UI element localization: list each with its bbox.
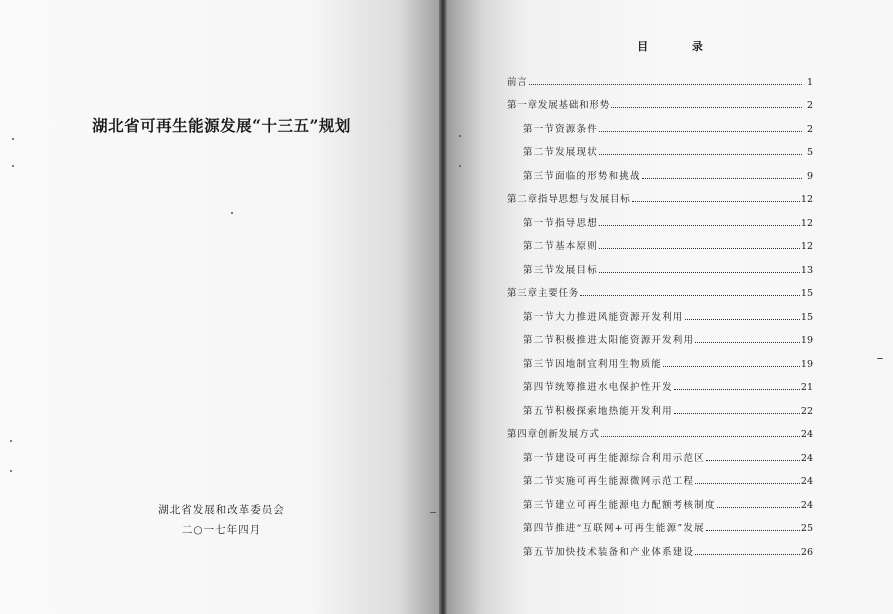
toc-entry-page: 22 [800, 405, 813, 417]
toc-entry-title: 第二节发展现状 [523, 147, 598, 158]
toc-entry-page: 25 [800, 523, 813, 534]
toc-entry-title: 第二节积极推进太阳能资源开发利用 [523, 335, 695, 346]
toc-entry-page: 15 [800, 311, 813, 323]
scan-speck [877, 358, 883, 359]
scan-speck [10, 470, 12, 472]
scan-speck [459, 135, 461, 137]
scan-speck [10, 440, 12, 442]
toc-entry[interactable] [507, 135, 813, 159]
toc-entry-page: 12 [800, 194, 813, 205]
toc-leader-dots [695, 341, 800, 343]
toc-entry-page: 15 [800, 288, 813, 299]
toc-entry[interactable] [507, 370, 813, 394]
toc-entry-title: 第三节发展目标 [523, 264, 598, 276]
toc-entry-page: 1 [806, 76, 813, 88]
toc-entry-title: 第一章发展基础和形势 [507, 100, 611, 111]
toc-entry[interactable] [507, 417, 813, 441]
toc-entry-page: 24 [800, 452, 813, 464]
toc-entry-page: 19 [800, 358, 813, 370]
toc-leader-dots [599, 224, 800, 226]
toc-leader-dots [674, 388, 800, 390]
toc-leader-dots [674, 412, 800, 414]
toc-entry[interactable] [507, 323, 813, 347]
toc-entry[interactable] [507, 205, 813, 229]
toc-entry-title: 前言 [507, 76, 528, 88]
toc-entry-page: 2 [806, 100, 813, 111]
toc-leader-dots [685, 318, 800, 320]
toc-leader-dots [663, 365, 800, 367]
toc-entry-title: 第二章指导思想与发展目标 [507, 194, 631, 205]
toc-entry[interactable] [507, 229, 813, 253]
toc-entry[interactable] [507, 111, 813, 135]
toc-entry-title: 第四章创新发展方式 [507, 429, 600, 440]
right-page [447, 0, 893, 614]
toc-entry[interactable] [507, 487, 813, 511]
toc-leader-dots [611, 106, 802, 108]
toc-leader-dots [599, 130, 802, 132]
issue-date: 二○一七年四月 [181, 524, 262, 536]
document-title: 湖北省可再生能源发展“十三五”规划 [92, 116, 351, 135]
toc-entry-title: 第五节积极探索地热能开发利用 [523, 405, 673, 417]
toc-leader-dots [642, 177, 802, 179]
toc-leader-dots [632, 200, 800, 202]
toc-entry-page: 19 [800, 335, 813, 346]
toc-entry-page: 21 [800, 382, 813, 393]
toc-leader-dots [599, 247, 800, 249]
toc-entry[interactable] [507, 299, 813, 323]
scan-speck [12, 165, 14, 167]
left-page [0, 0, 443, 614]
toc-entry-title: 第一节资源条件 [523, 123, 598, 135]
toc-entry-page: 13 [800, 264, 813, 276]
toc-leader-dots [529, 83, 802, 85]
toc-entry-page: 24 [800, 429, 813, 440]
scan-speck [12, 138, 14, 140]
toc-entry-title: 第二节实施可再生能源微网示范工程 [523, 476, 695, 487]
toc-entry[interactable] [507, 158, 813, 182]
toc-entry[interactable] [507, 511, 813, 535]
scan-speck [430, 512, 436, 513]
toc-entry-page: 24 [800, 476, 813, 487]
toc-leader-dots [695, 482, 800, 484]
toc-entry[interactable] [507, 464, 813, 488]
toc-leader-dots [695, 553, 800, 555]
toc-entry[interactable] [507, 88, 813, 112]
toc-entry-page: 24 [800, 499, 813, 511]
toc-heading: 目 录 [637, 40, 723, 53]
toc-entry-title: 第一节大力推进风能资源开发利用 [523, 311, 684, 323]
scan-speck [459, 165, 461, 167]
toc-entry[interactable] [507, 64, 813, 88]
toc-entry[interactable] [507, 252, 813, 276]
book-gutter [439, 0, 447, 614]
toc-leader-dots [706, 459, 800, 461]
toc-entry-title: 第三节建立可再生能源电力配额考核制度 [523, 499, 716, 511]
toc-entry[interactable] [507, 534, 813, 558]
toc-entry[interactable] [507, 440, 813, 464]
toc-entry-page: 5 [806, 147, 813, 158]
toc-entry[interactable] [507, 182, 813, 206]
toc-leader-dots [599, 153, 802, 155]
toc-entry[interactable] [507, 346, 813, 370]
toc-entry-page: 12 [800, 217, 813, 229]
toc-entry-title: 第一节建设可再生能源综合利用示范区 [523, 452, 705, 464]
toc-entry-title: 第一节指导思想 [523, 217, 598, 229]
toc-entry-page: 12 [800, 241, 813, 252]
toc-leader-dots [717, 506, 800, 508]
toc-entry-title: 第三节面临的形势和挑战 [523, 170, 641, 182]
toc-leader-dots [706, 529, 800, 531]
toc-entry-title: 第四节统筹推进水电保护性开发 [523, 382, 673, 393]
toc-entry[interactable] [507, 393, 813, 417]
scan-speck [231, 212, 233, 214]
toc-entry-title: 第二节基本原则 [523, 241, 598, 252]
toc-entry[interactable] [507, 276, 813, 300]
toc-entry-title: 第三章主要任务 [507, 288, 580, 299]
toc-entry-title: 第四节推进“互联网+可再生能源”发展 [523, 523, 705, 534]
toc-entry-page: 9 [806, 170, 813, 182]
table-of-contents [507, 64, 813, 558]
toc-leader-dots [601, 435, 800, 437]
issuer-name: 湖北省发展和改革委员会 [158, 504, 285, 516]
toc-entry-page: 26 [800, 546, 813, 558]
toc-leader-dots [580, 294, 800, 296]
toc-entry-title: 第三节因地制宜利用生物质能 [523, 358, 663, 370]
toc-entry-page: 2 [806, 123, 813, 135]
toc-leader-dots [599, 271, 800, 273]
toc-entry-title: 第五节加快技术装备和产业体系建设 [523, 546, 695, 558]
